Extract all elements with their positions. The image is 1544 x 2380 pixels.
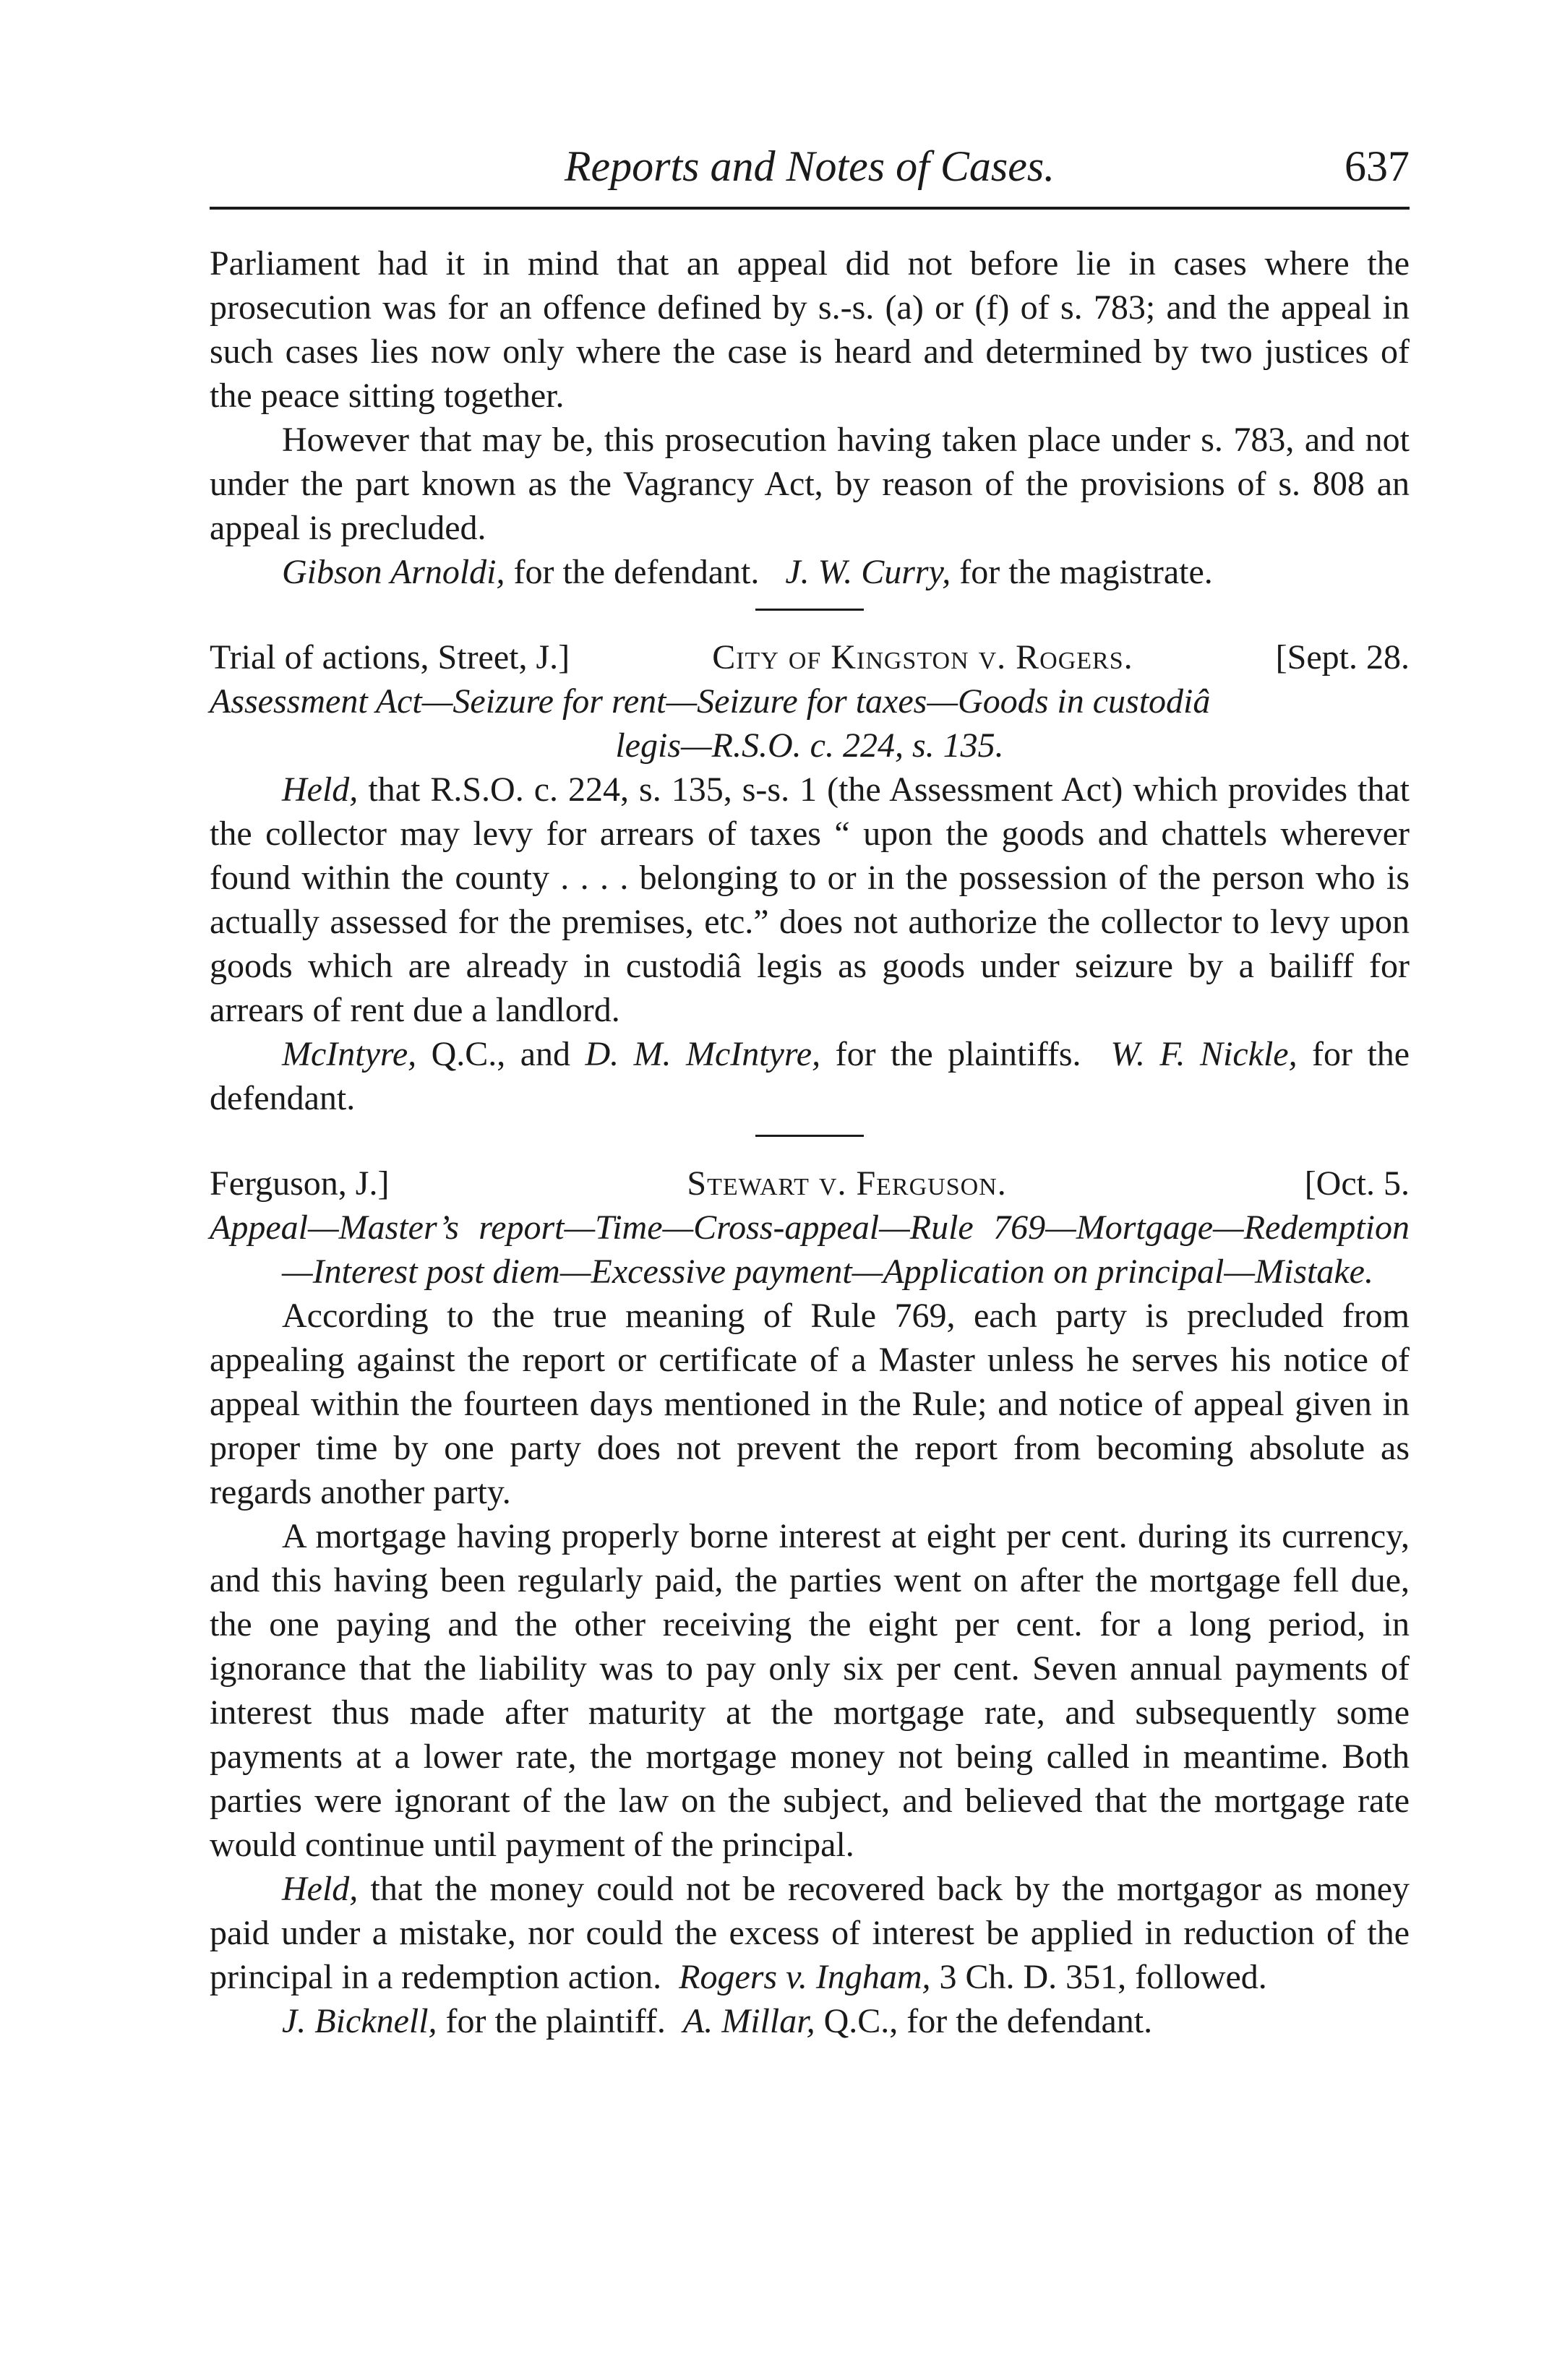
counsel-text: Q.C., for the defendant. — [823, 2002, 1153, 2040]
page — [210, 130, 1410, 2043]
catchwords: Appeal—Master’s report—Time—Cross-appeal—Rule 769—Mortgage—Redemption—Interest post diem—Excessive payment—Application on principal—Mistake. — [210, 1208, 1410, 1291]
counsel-name: J. W. Curry, — [785, 553, 951, 591]
running-title: Reports and Notes of Cases. — [564, 142, 1055, 190]
headnote-paragraph-1: According to the true meaning of Rule 769, each party is precluded from appealing against the report or certificate of a Master unless he serves his notice of appeal within the fourteen days mentioned in the Rule; and notice of appeal given in proper time by one party does not prevent the report from becoming absolute as regards another party. — [210, 1297, 1410, 1511]
continuation-paragraph-1: Parliament had it in mind that an appeal did not before lie in cases where the prosecution was for an offence defined by s.-s. (a) or (f) of s. 783; and the appeal in such cases lies now only where the case is heard and determined by two justices of the peace sitting together. — [210, 244, 1410, 415]
case-date: [Oct. 5. — [1304, 1164, 1410, 1203]
catchwords-continued: legis—R.S.O. c. 224, s. 135. — [615, 726, 1004, 765]
counsel-name: D. M. McIntyre, — [585, 1035, 821, 1073]
case-counsel — [210, 1999, 1410, 2043]
running-head — [210, 130, 1410, 202]
counsel-text: for the defendant. — [210, 1035, 1410, 1117]
held-text: that the money could not be recovered back by the mortgagor as money paid under a mistake, nor could the excess of interest be applied in reduction of the principal in a redemption action. — [210, 1870, 1410, 1996]
page-number: 637 — [1344, 142, 1410, 190]
held-label: Held, — [282, 1870, 359, 1908]
citation-name: Rogers v. Ingham, — [679, 1958, 931, 1996]
counsel-role: for the magistrate. — [959, 553, 1213, 591]
catchwords: Assessment Act—Seizure for rent—Seizure for taxes—Goods in custodiâ — [210, 682, 1211, 721]
counsel-text: for the plaintiff. — [445, 2002, 666, 2040]
counsel-name: W. F. Nickle, — [1110, 1035, 1298, 1073]
court-name: Trial of actions, Street, J.] — [210, 638, 570, 676]
court-name: Ferguson, J.] — [210, 1164, 390, 1203]
held-paragraph — [210, 768, 1410, 1032]
counsel-role: for the defendant. — [513, 553, 760, 591]
case-heading — [210, 635, 1410, 679]
case-heading — [210, 1161, 1410, 1206]
counsel-name: McIntyre, — [282, 1035, 417, 1073]
counsel-name: J. Bicknell, — [282, 2002, 437, 2040]
citation-text: 3 Ch. D. 351, followed. — [939, 1958, 1267, 1996]
body-text — [210, 241, 1410, 2043]
counsel-name: A. Millar, — [682, 2002, 815, 2040]
headnote-paragraph-2: A mortgage having properly borne interest at eight per cent. during its currency, and this having been regularly paid, the parties went on after the mortgage fell due, the one paying and the other receiving the eight per cent. for a long period, in ignorance that the liability was to pay only six per cent. Seven annual payments of interest thus made after maturity at the mortgage rate, and subsequently some payments at a lower rate, the mortgage money not being called in meantime. Both parties were ignorant of the law on the subject, and believed that the mortgage rate would continue until payment of the principal. — [210, 1517, 1410, 1864]
counsel-text: for the plaintiffs. — [835, 1035, 1081, 1073]
case-date: [Sept. 28. — [1275, 638, 1410, 676]
case-separator — [755, 1135, 864, 1137]
header-rule — [210, 207, 1410, 210]
held-text: that R.S.O. c. 224, s. 135, s-s. 1 (the Assessment Act) which provides that the collector may levy for arrears of taxes “ upon the goods and chattels wherever found within the county . . . . belonging to or in the possession of the person who is actually assessed for the premises, etc.” does not authorize the collector to levy upon goods which are already in custodiâ legis as goods under seizure by a bailiff for arrears of rent due a landlord. — [210, 770, 1410, 1029]
counsel-name: Gibson Arnoldi, — [282, 553, 505, 591]
counsel-text: Q.C., and — [431, 1035, 571, 1073]
held-paragraph — [210, 1867, 1410, 1999]
continuation-counsel — [210, 550, 1410, 594]
case-title: Stewart v. Ferguson. — [687, 1164, 1007, 1203]
case-separator — [755, 609, 864, 611]
continuation-paragraph-2: However that may be, this prosecution having taken place under s. 783, and not under the part known as the Vagrancy Act, by reason of the provisions of s. 808 an appeal is precluded. — [210, 421, 1410, 547]
case-counsel — [210, 1032, 1410, 1120]
held-label: Held, — [282, 770, 359, 809]
case-title: City of Kingston v. Rogers. — [712, 638, 1133, 676]
